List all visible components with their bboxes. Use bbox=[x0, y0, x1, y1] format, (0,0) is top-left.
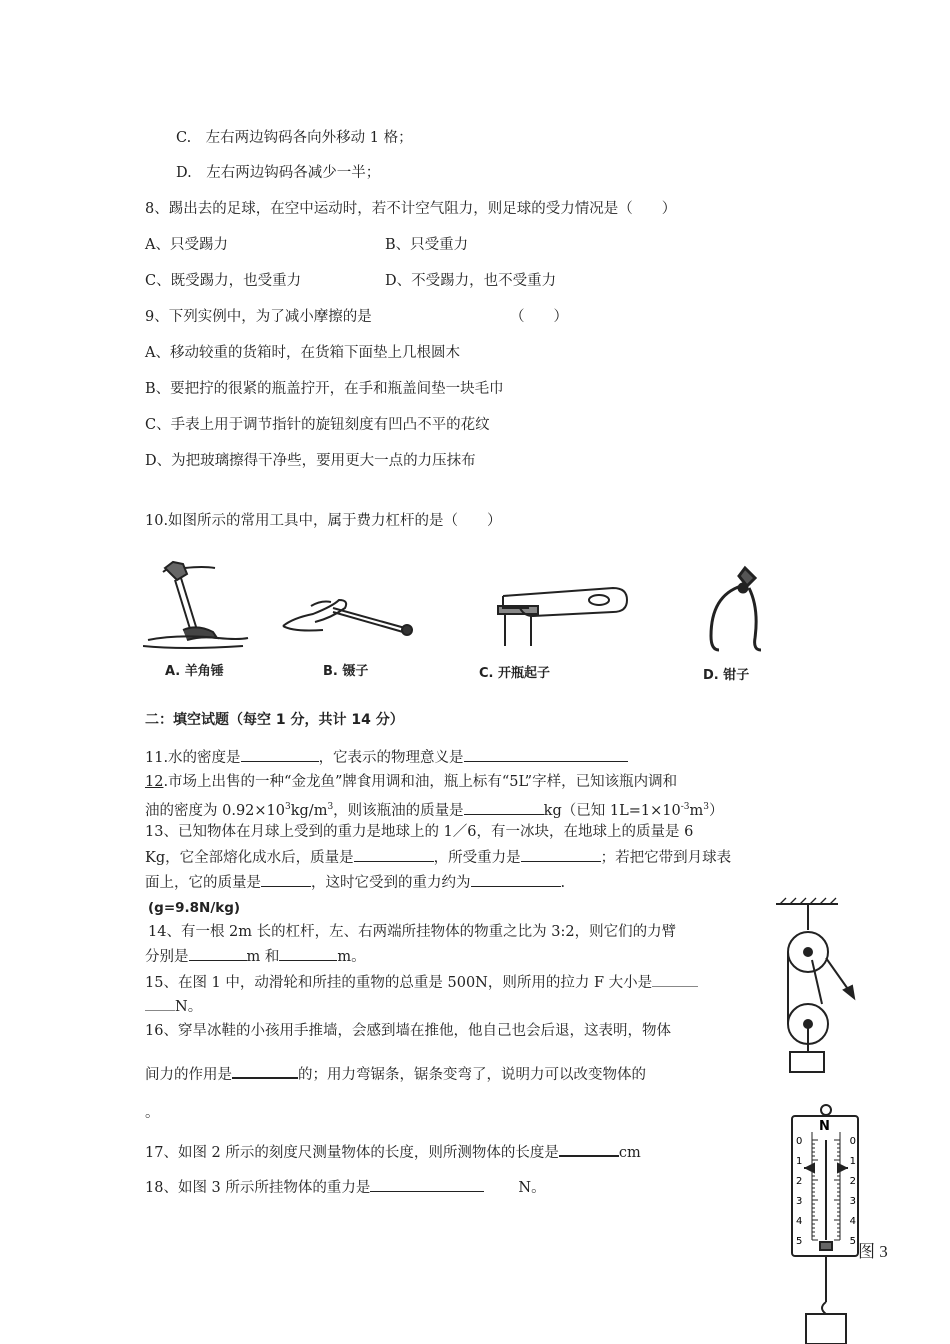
spring-tick-label: 5 bbox=[849, 1236, 856, 1247]
q9-option-c: C、手表上用于调节指针的旋钮刻度有凹凸不平的花纹 bbox=[145, 417, 490, 433]
q16-line-3: 。 bbox=[145, 1105, 160, 1121]
q15-line-2 bbox=[145, 996, 202, 1017]
q7-option-c: C. 左右两边钩码各向外移动 1 格； bbox=[176, 130, 413, 146]
q8-option-b: B、只受重力 bbox=[385, 237, 469, 253]
q12-text-2c: ，则该瓶油的质量是 bbox=[333, 802, 464, 819]
q9-option-d: D、为把玻璃擦得干净些，要用更大一点的力压抹布 bbox=[145, 453, 476, 469]
section-2-title: 二：填空试题（每空 1 分，共计 14 分） bbox=[145, 712, 404, 728]
q14-text-2c: m。 bbox=[337, 949, 366, 965]
spring-tick-label: 4 bbox=[849, 1216, 856, 1227]
tools-illustration bbox=[143, 544, 790, 685]
q18-text-a: 18、如图 3 所示所挂物体的重力是 bbox=[145, 1180, 371, 1196]
spring-tick-label: 0 bbox=[796, 1136, 803, 1147]
lever-tools-figure bbox=[143, 544, 790, 685]
tool-label-d: D. 钳子 bbox=[703, 668, 750, 683]
q15-line-1 bbox=[145, 972, 698, 993]
q11-blank-2[interactable] bbox=[464, 747, 628, 762]
q13-text-2c: ；若把它带到月球表 bbox=[600, 850, 732, 866]
q15-blank-b[interactable] bbox=[145, 996, 175, 1011]
q13-line-1: 13、已知物体在月球上受到的重力是地球上的 1／6，有一冰块，在地球上的质量是 6 bbox=[145, 824, 694, 840]
q9-option-a: A、移动较重的货箱时，在货箱下面垫上几根圆木 bbox=[145, 345, 460, 361]
q15-text-1: 15、在图 1 中，动滑轮和所挂的重物的总重是 500N，则所用的拉力 F 大小是 bbox=[145, 975, 653, 991]
q12-exp-4: 3 bbox=[703, 802, 709, 812]
q15-blank-a[interactable] bbox=[652, 972, 698, 987]
q17-text-b: cm bbox=[618, 1145, 641, 1161]
q17-text-a: 17、如图 2 所示的刻度尺测量物体的长度，则所测物体的长度是 bbox=[145, 1145, 559, 1161]
tool-label-a: A. 羊角锤 bbox=[165, 664, 224, 679]
q13-text-2a: Kg，它全部熔化成水后，质量是 bbox=[145, 850, 354, 866]
q12-exp-3: -3 bbox=[680, 802, 690, 812]
bottle-opener-drawing bbox=[498, 588, 627, 646]
q9-paren: （ ） bbox=[510, 309, 568, 325]
q14-blank-2[interactable] bbox=[279, 946, 337, 961]
spring-tick-label: 2 bbox=[849, 1176, 856, 1187]
q12-text-2a: 油的密度为 0.92×10 bbox=[145, 802, 285, 819]
q18-blank[interactable] bbox=[370, 1177, 484, 1192]
spring-tick-label: 3 bbox=[849, 1196, 856, 1207]
spring-tick-label: 5 bbox=[796, 1236, 803, 1247]
q16-line-1: 16、穿旱冰鞋的小孩用手推墙，会感到墙在推他，他自己也会后退，这表明，物体 bbox=[145, 1023, 671, 1039]
spring-unit-label: N bbox=[819, 1119, 830, 1134]
q11-line bbox=[145, 747, 628, 768]
figure-3-label: 图 3 bbox=[858, 1242, 888, 1261]
q12-text-2f: ） bbox=[708, 802, 724, 819]
q13-g-value: (g=9.8N/kg) bbox=[148, 900, 241, 916]
q18-text-b: N。 bbox=[518, 1180, 546, 1196]
q7-option-d: D. 左右两边钩码各减少一半； bbox=[176, 165, 381, 181]
q14-line-2 bbox=[145, 946, 366, 967]
q13-text-3a: 面上，它的质量是 bbox=[145, 875, 261, 891]
q12-blank[interactable] bbox=[464, 800, 544, 815]
q16-line-2 bbox=[145, 1063, 646, 1085]
q12-text-1: .市场上出售的一种“金龙鱼”牌食用调和油，瓶上标有“5L”字样，已知该瓶内调和 bbox=[163, 774, 678, 790]
spring-tick-label: 1 bbox=[849, 1156, 856, 1167]
q16-text-2a: 间力的作用是 bbox=[145, 1067, 232, 1083]
spring-tick-label: 0 bbox=[849, 1136, 856, 1147]
q11-text-b: ，它表示的物理意义是 bbox=[318, 750, 464, 766]
q14-text-2b: m 和 bbox=[246, 949, 280, 965]
q10-stem: 10.如图所示的常用工具中，属于费力杠杆的是（ ） bbox=[145, 513, 502, 529]
q13-text-3b: ，这时它受到的重力约为 bbox=[311, 875, 471, 891]
q13-blank-3[interactable] bbox=[261, 872, 311, 887]
q13-line-2 bbox=[145, 847, 731, 868]
tool-label-b: B. 镊子 bbox=[323, 664, 369, 679]
spring-balance-figure bbox=[786, 1102, 866, 1344]
q12-text-2d: kg（已知 1L=1×10 bbox=[543, 802, 681, 819]
q12-text-2e: m bbox=[689, 802, 704, 819]
q8-stem: 8、踢出去的足球，在空中运动时，若不计空气阻力，则足球的受力情况是（ ） bbox=[145, 201, 677, 217]
q12-exp-2: 3 bbox=[327, 802, 334, 812]
q17-blank[interactable] bbox=[559, 1141, 619, 1157]
pliers-drawing bbox=[711, 568, 761, 650]
q16-blank-1[interactable] bbox=[232, 1063, 298, 1079]
q18-line bbox=[145, 1177, 546, 1198]
q15-text-2: N。 bbox=[175, 999, 203, 1015]
q11-text-a: 11.水的密度是 bbox=[145, 750, 241, 766]
q14-line-1: 14、有一根 2m 长的杠杆，左、右两端所挂物体的物重之比为 3:2，则它们的力臂 bbox=[148, 924, 677, 940]
spring-tick-label: 3 bbox=[796, 1196, 803, 1207]
q9-option-b: B、要把拧的很紧的瓶盖拧开，在手和瓶盖间垫一块毛巾 bbox=[145, 381, 504, 397]
q13-blank-4[interactable] bbox=[471, 872, 561, 887]
q13-text-3c: . bbox=[560, 875, 566, 891]
q14-blank-1[interactable] bbox=[189, 946, 247, 961]
pulley-figure bbox=[772, 896, 862, 1078]
q9-stem: 9、下列实例中，为了减小摩擦的是 bbox=[145, 309, 372, 325]
q12-text-2b: kg/m bbox=[290, 802, 328, 819]
q11-blank-1[interactable] bbox=[241, 747, 319, 762]
q14-text-2a: 分别是 bbox=[145, 949, 189, 965]
q12-line-2 bbox=[145, 797, 723, 821]
q13-blank-2[interactable] bbox=[521, 847, 601, 862]
spring-tick-label: 2 bbox=[796, 1176, 803, 1187]
q13-text-2b: ，所受重力是 bbox=[433, 850, 521, 866]
q8-option-c: C、既受踢力，也受重力 bbox=[145, 273, 302, 289]
q17-line bbox=[145, 1141, 641, 1163]
q13-line-3 bbox=[145, 872, 565, 893]
spring-tick-label: 1 bbox=[796, 1156, 803, 1167]
q12-line-1 bbox=[145, 772, 677, 792]
q13-blank-1[interactable] bbox=[354, 847, 434, 862]
q16-text-2b: 的；用力弯锯条，锯条变弯了，说明力可以改变物体的 bbox=[298, 1067, 646, 1083]
q8-option-a: A、只受踢力 bbox=[145, 237, 228, 253]
claw-hammer-drawing bbox=[143, 562, 248, 648]
q12-exp-1: 3 bbox=[285, 802, 291, 812]
tweezers-drawing bbox=[283, 600, 412, 635]
q12-number: 12 bbox=[145, 774, 164, 790]
tool-label-c: C. 开瓶起子 bbox=[479, 666, 551, 681]
spring-tick-label: 4 bbox=[796, 1216, 803, 1227]
q8-option-d: D、不受踢力，也不受重力 bbox=[385, 273, 557, 289]
